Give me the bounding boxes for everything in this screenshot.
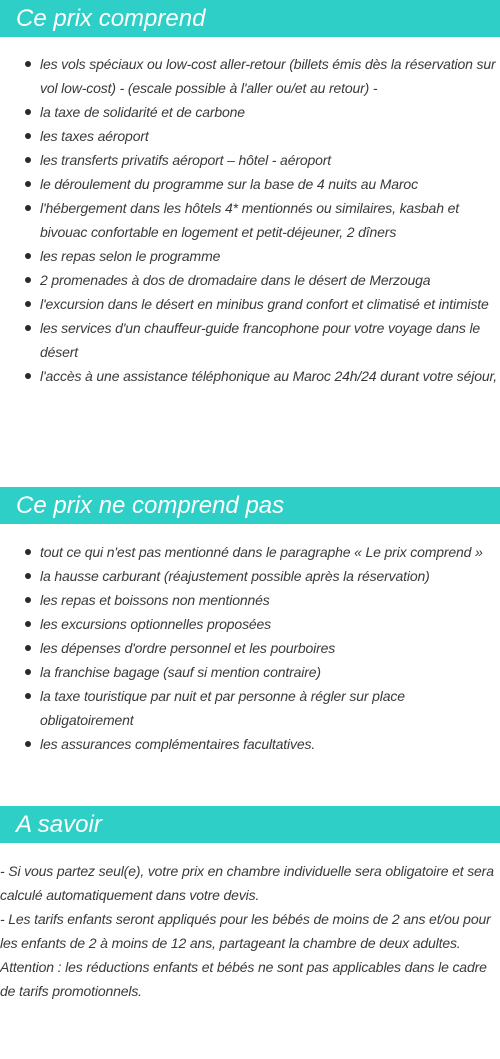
list-item: l'accès à une assistance téléphonique au Maroc 24h/24 durant votre séjour,	[0, 364, 500, 388]
list-item: les dépenses d'ordre personnel et les pourboires	[0, 636, 500, 660]
list-item: la taxe de solidarité et de carbone	[0, 100, 500, 124]
list-item: les services d'un chauffeur-guide francophone pour votre voyage dans le désert	[0, 316, 500, 364]
list-item: l'hébergement dans les hôtels 4* mentionnés ou similaires, kasbah et bivouac confortable en logement et petit-déjeuner, 2 dîners	[0, 196, 500, 244]
excluded-list	[0, 540, 500, 756]
list-item: les vols spéciaux ou low-cost aller-retour (billets émis dès la réservation sur vol low-cost) - (escale possible à l'aller ou/et au retour) -	[0, 52, 500, 100]
list-item: les repas et boissons non mentionnés	[0, 588, 500, 612]
included-section-title: Ce prix comprend	[0, 0, 500, 37]
list-item: les transferts privatifs aéroport – hôtel - aéroport	[0, 148, 500, 172]
list-item: l'excursion dans le désert en minibus grand confort et climatisé et intimiste	[0, 292, 500, 316]
list-item: les assurances complémentaires facultatives.	[0, 732, 500, 756]
note-paragraph: - Si vous partez seul(e), votre prix en chambre individuelle sera obligatoire et sera calculé automatiquement dans votre devis.	[0, 863, 494, 903]
notes-body	[0, 859, 500, 1003]
excluded-section-title: Ce prix ne comprend pas	[0, 487, 500, 524]
list-item: le déroulement du programme sur la base de 4 nuits au Maroc	[0, 172, 500, 196]
list-item: la hausse carburant (réajustement possible après la réservation)	[0, 564, 500, 588]
list-item: les repas selon le programme	[0, 244, 500, 268]
included-list	[0, 52, 500, 388]
list-item: 2 promenades à dos de dromadaire dans le désert de Merzouga	[0, 268, 500, 292]
list-item: les excursions optionnelles proposées	[0, 612, 500, 636]
list-item: la franchise bagage (sauf si mention contraire)	[0, 660, 500, 684]
list-item: la taxe touristique par nuit et par personne à régler sur place obligatoirement	[0, 684, 500, 732]
notes-section-title: A savoir	[0, 806, 500, 843]
note-paragraph: - Les tarifs enfants seront appliqués pour les bébés de moins de 2 ans et/ou pour les enfants de 2 à moins de 12 ans, partageant la chambre de deux adultes. Attention : les réductions enfants et bébés ne sont pas applicables dans le cadre de tarifs promotionnels.	[0, 911, 491, 999]
list-item: tout ce qui n'est pas mentionné dans le paragraphe « Le prix comprend »	[0, 540, 500, 564]
list-item: les taxes aéroport	[0, 124, 500, 148]
